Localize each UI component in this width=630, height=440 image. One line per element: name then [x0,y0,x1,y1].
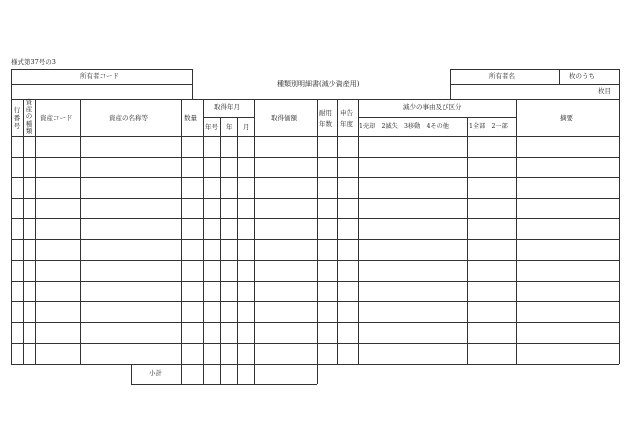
row-number-header: 行 番 号 [13,106,21,130]
quantity-header: 数量 [184,114,197,122]
document-title: 種類別明細書(減少資産用) [277,80,360,88]
month-header: 月 [243,123,250,131]
sheet-of-label: 枚のうち [569,72,595,80]
reduction-reason-header: 減少の事由及び区分 [403,103,462,111]
reduction-extent-options: 1全部 2一部 [469,123,508,130]
reduction-reason-options: 1売却 2滅失 3移動 4その他 [359,123,449,130]
asset-name-header: 資産の名称等 [109,114,148,122]
owner-code-label: 所有者コード [80,72,119,80]
sheet-number-label: 枚目 [598,87,611,95]
useful-life-header: 耐用 年数 [319,109,332,128]
owner-name-label: 所有者名 [489,72,515,80]
era-header: 年号 [205,123,218,131]
filing-year-header: 申告 年度 [340,109,353,128]
acquisition-date-header: 取得年月 [214,103,240,111]
year-header: 年 [226,123,233,131]
asset-type-header: 資 産 の 種 類 [25,98,33,135]
remarks-header: 摘要 [560,114,573,122]
acquisition-price-header: 取得価額 [271,114,297,122]
form-number: 様式第37号の3 [11,58,56,66]
subtotal-label: 小計 [149,369,162,377]
asset-code-header: 資産コード [40,114,73,122]
